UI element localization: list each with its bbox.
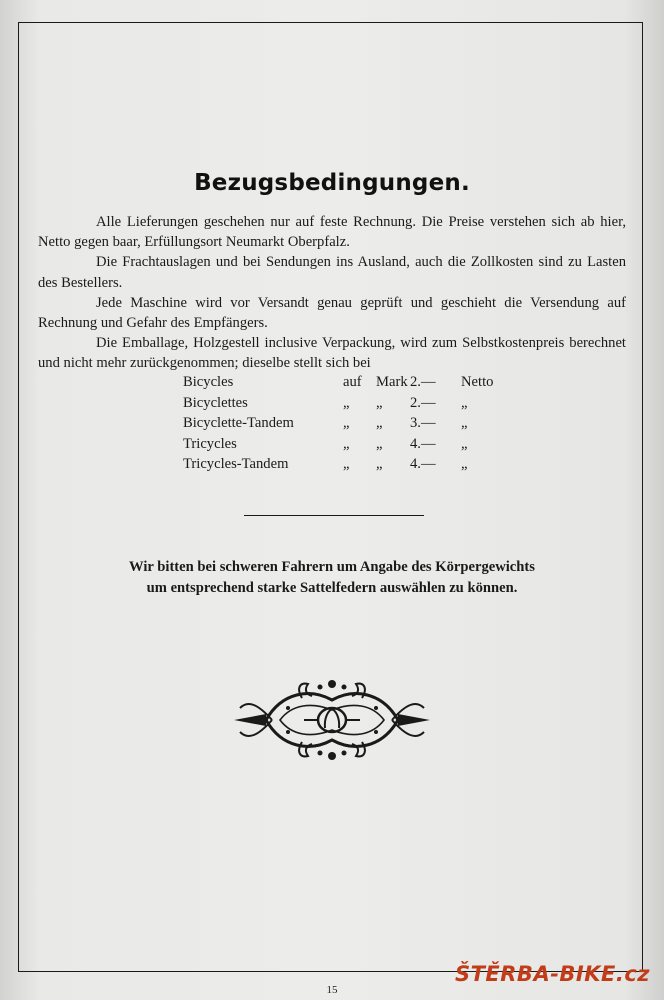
page-number: 15 — [326, 984, 338, 996]
paragraph-delivery: Alle Lieferungen geschehen nur auf feste Rechnung. Die Preise verstehen sich ab hier, Netto gegen baar, Erfüllungsort Neumarkt Oberpfalz. — [38, 214, 626, 251]
price-suffix: „ — [461, 394, 468, 411]
price-col-b: Mark — [376, 374, 408, 390]
floral-ornament-icon — [232, 678, 432, 762]
price-col-b: „ — [376, 456, 383, 472]
price-value: 4.— — [410, 456, 436, 472]
price-item: Bicyclette-Tandem — [183, 415, 294, 431]
price-col-a: „ — [343, 394, 350, 411]
paragraph-freight: Die Frachtauslagen und bei Sendungen ins Ausland, auch die Zollkosten sind zu Lasten des Bestellers. — [38, 254, 626, 291]
price-col-b: „ — [376, 415, 383, 431]
price-suffix: Netto — [461, 374, 494, 390]
price-value: 2.— — [410, 394, 436, 411]
price-item: Bicycles — [183, 374, 234, 390]
price-suffix: „ — [461, 456, 468, 472]
price-value: 4.— — [410, 435, 436, 452]
watermark-logo: ŠTĚRBA-BIKE.cz — [454, 962, 650, 986]
price-col-a: „ — [343, 456, 350, 472]
price-col-b: „ — [376, 394, 383, 411]
price-col-a: „ — [343, 435, 350, 452]
price-col-a: „ — [343, 415, 350, 431]
page-border-frame — [18, 22, 643, 972]
price-item: Tricycles-Tandem — [183, 456, 289, 472]
rider-weight-note — [0, 557, 664, 599]
note-line: Wir bitten bei schweren Fahrern um Angabe des Körpergewichts — [129, 559, 535, 575]
price-suffix: „ — [461, 435, 468, 452]
price-item: Bicyclettes — [183, 394, 248, 411]
section-divider — [244, 515, 424, 516]
price-value: 3.— — [410, 415, 436, 431]
price-value: 2.— — [410, 374, 436, 390]
price-item: Tricycles — [183, 435, 237, 452]
price-suffix: „ — [461, 415, 468, 431]
note-line: um entsprechend starke Sattelfedern auswählen zu können. — [146, 580, 518, 596]
terms-text — [38, 212, 626, 374]
price-col-a: auf — [343, 374, 362, 390]
price-col-b: „ — [376, 435, 383, 452]
paragraph-packaging: Die Emballage, Holzgestell inclusive Verpackung, wird zum Selbstkostenpreis berechnet und nicht mehr zurückgenommen; dieselbe stellt sich bei — [38, 335, 626, 372]
page-heading: Bezugsbedingungen. — [194, 170, 470, 196]
paragraph-inspection: Jede Maschine wird vor Versandt genau geprüft und geschieht die Versendung auf Rechnung und Gefahr des Empfängers. — [38, 294, 626, 332]
